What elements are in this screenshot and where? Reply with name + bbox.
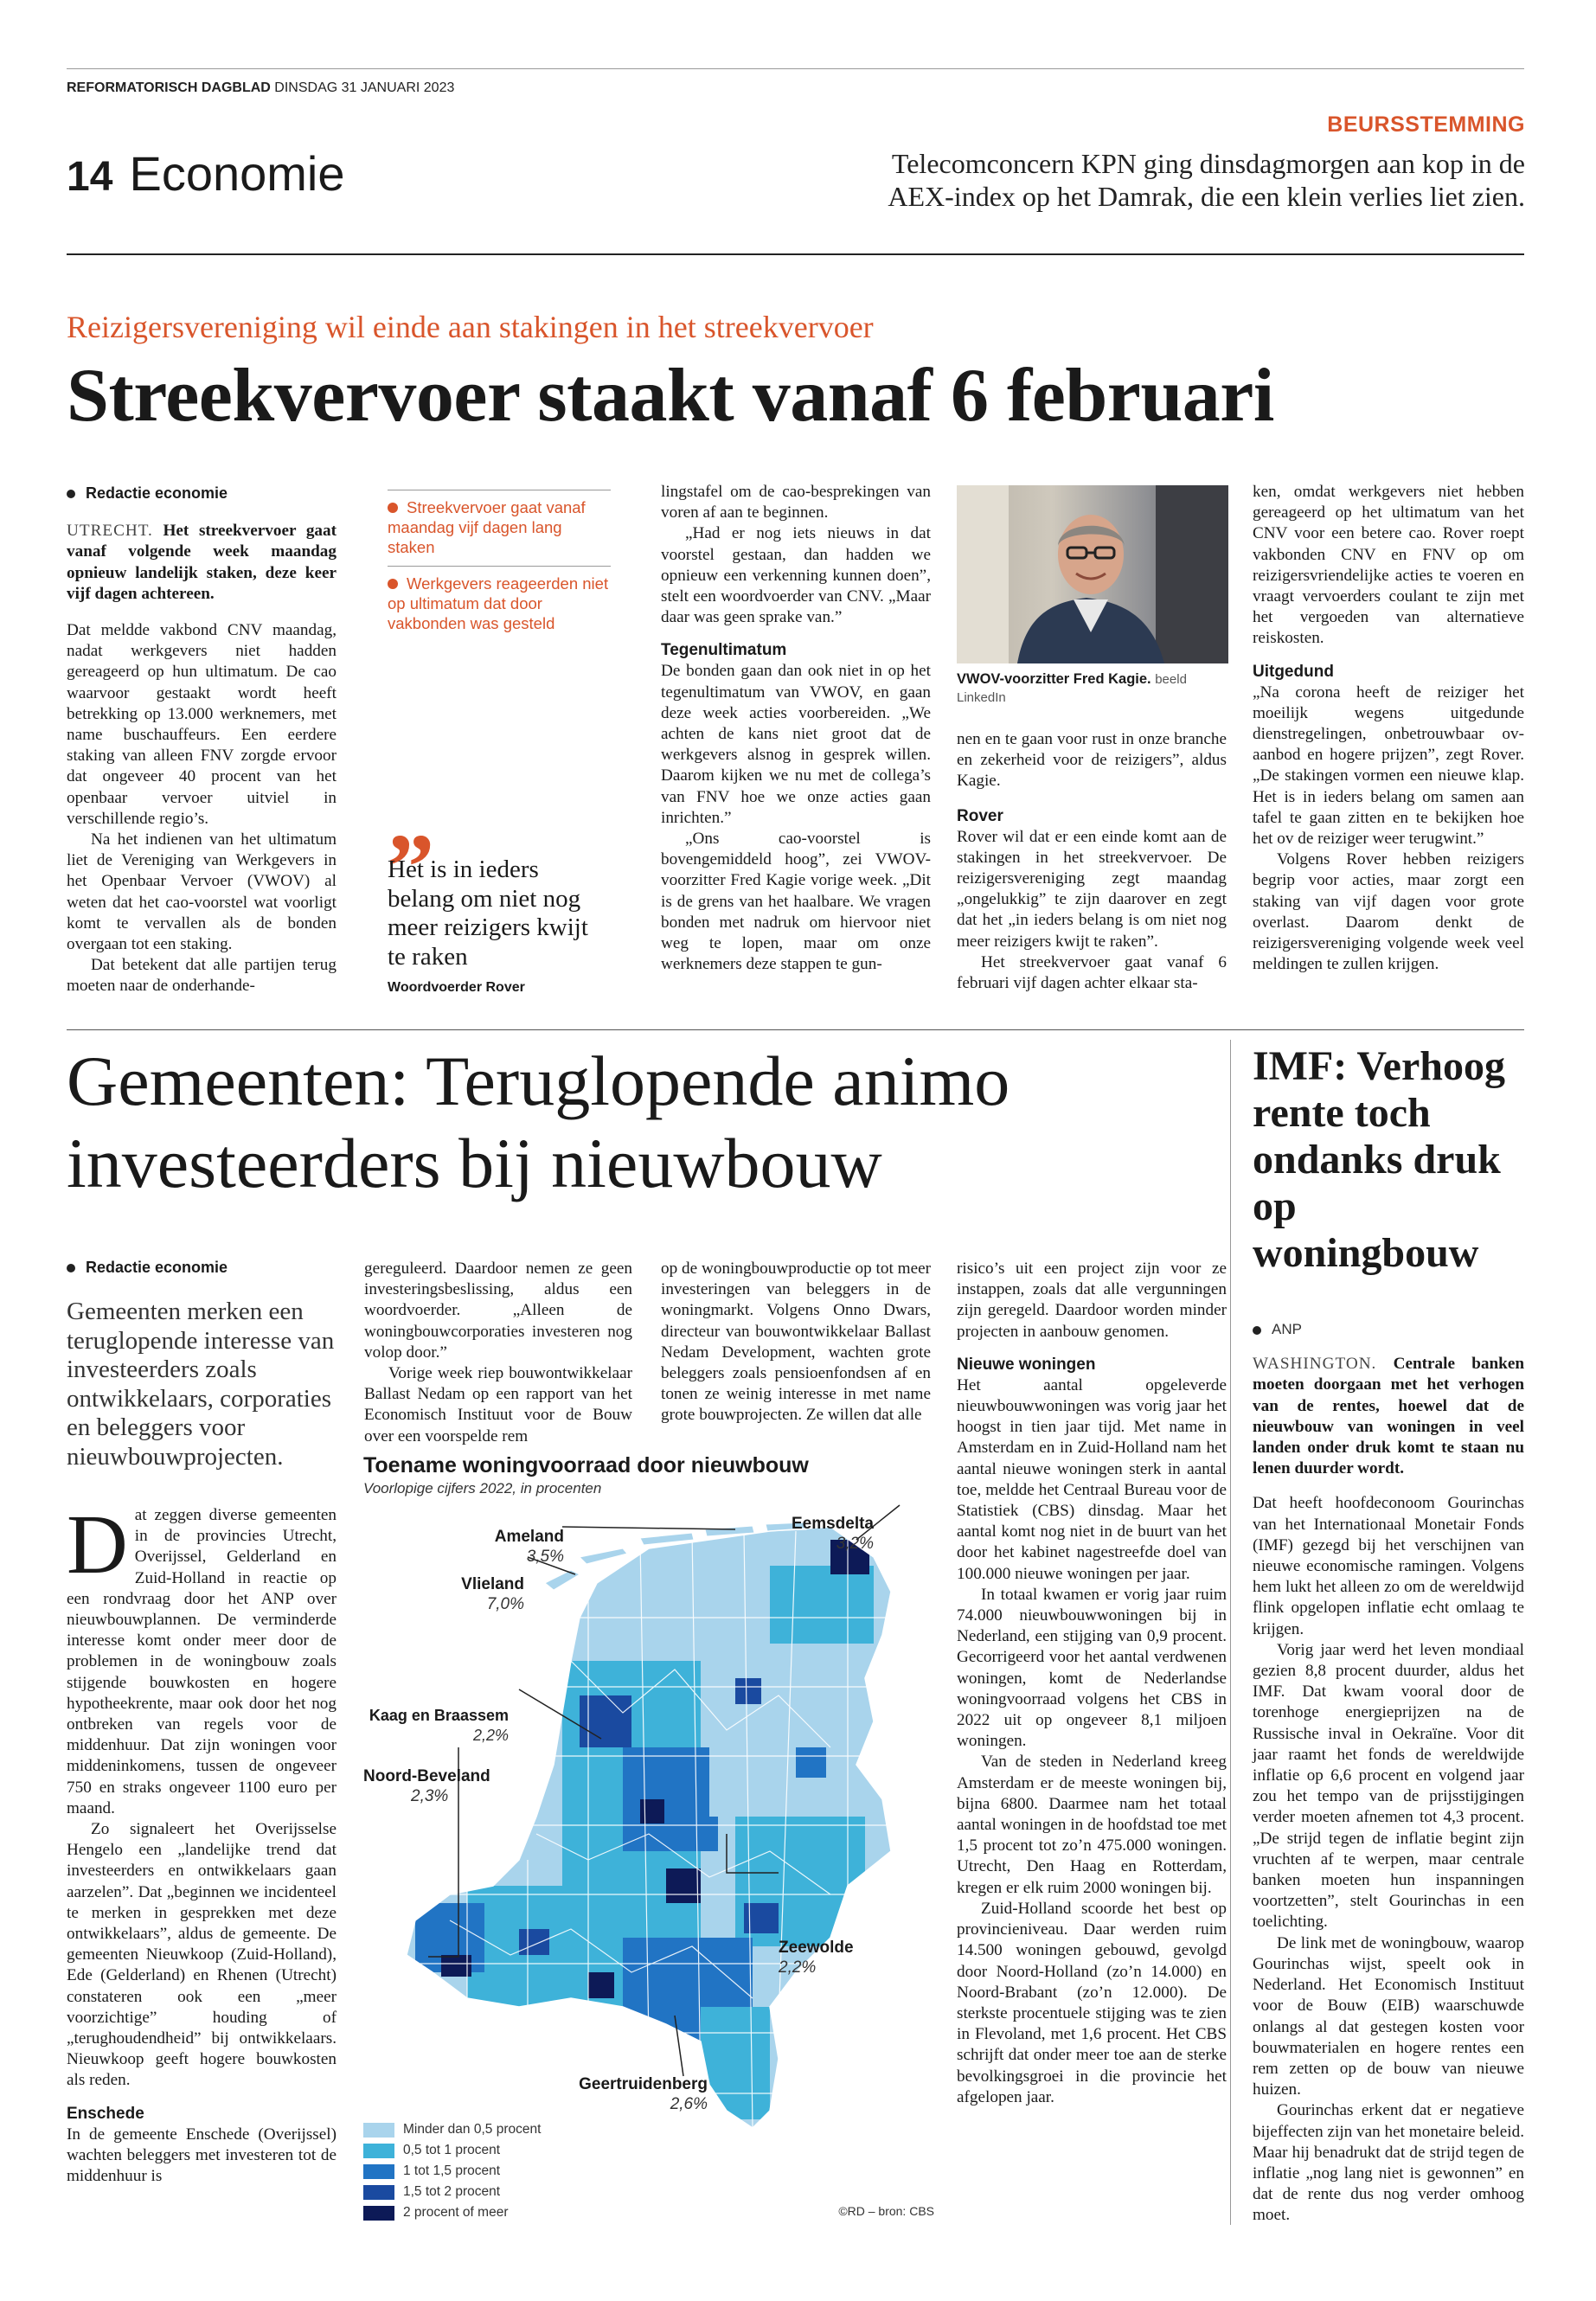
map-source: ©RD – bron: CBS: [838, 2204, 934, 2218]
article1-paragraph: „Had er nog iets nieuws in dat voorstel gestaan, dan hadden we opnieuw een verkenning kunnen doen”, stelt een woordvoerder van CNV. „Maar daar was geen sprake van.”: [661, 524, 931, 627]
quote-mark: „: [388, 765, 435, 870]
beurs-label: BEURSSTEMMING: [1327, 112, 1525, 137]
article1-paragraph: Na het indienen van het ultimatum liet de Vereniging van Werkgevers in het Openbaar Vervoer (VWOV) al weten dat het cao-voorstel wat voorligt komt te vervallen als de bonden overgaan tot een staking.: [67, 830, 337, 954]
article2-headline: [67, 1040, 1010, 1204]
article3-headline: IMF: Verhoog rente toch ondanks druk op woningbouw: [1253, 1043, 1505, 1276]
article1-paragraph: lingstafel om de cao-besprekingen van voren af aan te beginnen.: [661, 483, 931, 522]
article2-paragraph: at zeggen diverse gemeenten in de provincies Utrecht, Overijssel, Gelderland en Zuid-Holland in reactie op een rondvraag door het ANP over nieuwbouwplannen. De verminderde interesse komt onder meer door de problemen in de woningbouw zoals stijgende bouwkosten en hogere hypotheekrente, maar ook door het nog ontbreken van regels voor de middenhuur. Dat zijn woningen voor middeninkomens, tussen de ongeveer 750 en straks ongeveer 1100 euro per maand.: [67, 1506, 337, 1817]
article1-col4: [957, 729, 1227, 994]
article1-pullquote: [388, 765, 611, 996]
map-label: Geertruidenberg 2,6%: [579, 2075, 708, 2113]
article1-subhead: Tegenultimatum: [661, 641, 787, 660]
photo-credit: beeld LinkedIn: [957, 672, 1187, 705]
photo-caption: [957, 670, 1234, 707]
article1-lead: Het streekvervoer gaat vanaf volgende week maandag opnieuw landelijk staken, deze keer vijf dagen achtereen.: [67, 522, 337, 603]
article1-headline: Streekvervoer staakt vanaf 6 februari: [67, 354, 1274, 438]
article3-dateline: WASHINGTON.: [1253, 1355, 1377, 1374]
legend-item: 2 procent of meer: [363, 2202, 541, 2223]
map-subtitle: Voorlopige cijfers 2022, in procenten: [363, 1480, 602, 1497]
article2-col4: [957, 1259, 1227, 2108]
beurs-text-line-2: AEX-index op het Damrak, die een klein verlies liet zien.: [888, 181, 1525, 212]
map-label: Zeewolde 2,2%: [779, 1939, 854, 1977]
article1-subhead: Rover: [957, 806, 1003, 825]
article2-col2: [364, 1259, 632, 1447]
article1-paragraph: nen en te gaan voor rust in onze branche en zekerheid voor de reizigers”, aldus Kagie.: [957, 730, 1227, 791]
article1-paragraph: „Ons cao-voorstel is bovengemiddeld hoog”, zei VWOV-voorzitter Fred Kagie vorige week. „Dit is de grens van het haalbare. We vragen bonden met nadruk om hiervoor niet weg te lopen, maar om onze werknemers deze stappen te gun-: [661, 830, 931, 974]
map-label: Vlieland 7,0%: [461, 1575, 524, 1613]
article2-paragraph: In totaal kwamen er vorig jaar ruim 74.000 nieuwbouwwoningen bij in Nederland, een stijging van 0,9 procent. Gecorrigeerd voor het aantal verdwenen woningen, komt de Nederlandse woningvoorraad volgens het CBS in 2022 uit op ongeveer 8,1 miljoen woningen.: [957, 1585, 1227, 1751]
article2-subhead: Nieuwe woningen: [957, 1355, 1096, 1374]
legend-item: 1 tot 1,5 procent: [363, 2161, 541, 2182]
map-label: Noord-Beveland 2,3%: [363, 1767, 490, 1805]
article2-paragraph: risico’s uit een project zijn voor ze instappen, zoals dat alle vergunningen zijn geregeld. Daardoor worden minder projecten in aanbouw genomen.: [957, 1259, 1227, 1341]
article3-paragraph: Gourinchas erkent dat er negatieve bijeffecten zijn van het monetaire beleid. Maar hij benadrukt dat de strijd tegen de inflatie „nog lang niet is gewonnen” en dat de rente dus nog verder omhoog moet.: [1253, 2101, 1524, 2225]
highlight-item: Streekvervoer gaat vanaf maandag vijf dagen lang staken: [388, 498, 586, 556]
quote-text: Het is in ieders belang om niet nog meer reizigers kwijt te raken: [388, 856, 588, 971]
article2-col3: [661, 1259, 931, 1426]
article2-paragraph: Vorige week riep bouwontwikkelaar Ballast Nedam op een rapport van het Economisch Instituut voor de Bouw over een voorspelde rem: [364, 1364, 632, 1445]
section-title: Economie: [129, 146, 345, 201]
portrait-illustration: [957, 485, 1228, 663]
article1-paragraph: Het streekvervoer gaat vanaf 6 februari vijf dagen achter elkaar sta-: [957, 952, 1227, 993]
article1-highlights: [388, 490, 611, 642]
article2-paragraph: In de gemeente Enschede (Overijssel) wachten beleggers met investeren tot de middenhuur is: [67, 2125, 337, 2186]
article1-dateline: UTRECHT.: [67, 522, 153, 541]
article2-intro: Gemeenten merken een teruglopende interesse van investeerders zoals ontwikkelaars, corporaties en beleggers voor nieuwbouwprojecten.: [67, 1298, 335, 1471]
article1-subhead: Uitgedund: [1253, 662, 1334, 681]
headline-line-1: Gemeenten: Teruglopende animo: [67, 1042, 1010, 1120]
article3-paragraph: Vorig jaar werd het leven mondiaal gezien 8,8 procent duurder, aldus het IMF. Dat kwam vooral door de torenhoge energieprijzen na de Russische inval in Oekraïne. Voor dit jaar raamt het fonds de wereldwijde inflatie op 6,6 procent en volgend jaar zou het tempo van de prijsstijgingen verder moeten afnemen tot 4,3 procent. „De strijd tegen de inflatie begint zijn vruchten af te werpen, maar centrale banken moeten hun inspanningen voortzetten”, stelt Gourinchas in een toelichting.: [1253, 1640, 1524, 1932]
article2-col1-body: [67, 1498, 337, 2187]
article2-paragraph: Zo signaleert het Overijsselse Hengelo een „landelijke trend dat investeerders en ontwikkelaars gaan aarzelen”. Dat „beginnen we incidenteel te merken in gesprekken met deze ontwikkelaars”, aldus de gemeente. De gemeenten Nieuwkoop (Zuid-Holland), Ede (Gelderland) en Rhenen (Utrecht) constateren ook een „meer voorzichtige” houding of „terughoudendheid” bij ontwikkelaars. Nieuwkoop geeft hogere bouwkosten als reden.: [67, 1820, 337, 2090]
article1-paragraph: Volgens Rover hebben reizigers begrip voor acties, maar zorgt een staking van vijf dagen voor grote overlast. Daarom denkt de reizigersvereniging volgende week veel meldingen te zullen krijgen.: [1253, 850, 1524, 974]
legend-item: 1,5 tot 2 procent: [363, 2182, 541, 2202]
article2-byline: Redactie economie: [67, 1259, 337, 1277]
article2-subhead: Enschede: [67, 2104, 144, 2123]
article1-byline: Redactie economie: [67, 483, 337, 503]
article3-paragraph: Dat heeft hoofdeconoom Gourinchas van het Internationaal Monetair Fonds (IMF) gezegd bij het verschijnen van nieuwe economische ramingen. Volgens hem lukt het alleen zo om de wereldwijd flink opgelopen inflatie echt omlaag te krijgen.: [1253, 1494, 1524, 1638]
article3-lead: Centrale banken moeten doorgaan met het verhogen van de rentes, hoewel dat de nieuwbouw van woningen in veel landen onder druk komt te staan nu lenen duurder wordt.: [1253, 1355, 1525, 1478]
article2-paragraph: Van de steden in Nederland kreeg Amsterdam er de meeste woningen bij, bijna 6800. Daarmee nam het totaal aantal woningen in de hoofdstad toe met 1,5 procent tot zo’n 475.000 woningen. Utrecht, Den Haag en Rotterdam, kregen er elk ruim 2000 woningen bij.: [957, 1753, 1227, 1897]
map-label: Ameland 3,5%: [494, 1528, 564, 1566]
article1-paragraph: Rover wil dat er een einde komt aan de stakingen in het streekvervoer. De reizigersvereniging zegt maandag „ongelukkig” te zijn daarover en zegt dat het „in ieders belang is om niet nog meer reizigers kwijt te raken”.: [957, 827, 1227, 951]
article2-paragraph: Het aantal opgeleverde nieuwbouwwoningen was vorig jaar het hoogst in tien jaar tijd. Met name in Amsterdam en in Zuid-Holland nam het aantal nieuwe woningen sterk in aantal toe, meldde het Centraal Bureau voor de Statistiek (CBS) dinsdag. Maar het aantal komt nog niet in de buurt van het door het kabinet nagestreefde doel van 100.000 nieuwe woningen per jaar.: [957, 1375, 1227, 1583]
article1-kicker: Reizigersvereniging wil einde aan stakingen in het streekvervoer: [67, 310, 874, 344]
article1-col1: [67, 483, 337, 997]
highlight-item: Werkgevers reageerden niet op ultimatum dat door vakbonden was gesteld: [388, 574, 609, 632]
beurs-text: [888, 147, 1525, 213]
map-title: Toename woningvoorraad door nieuwbouw: [363, 1453, 809, 1477]
map-label: Eemsdelta 3,2%: [791, 1515, 874, 1553]
paper-name: REFORMATORISCH DAGBLAD: [67, 80, 271, 95]
article1-paragraph: Dat meldde vakbond CNV maandag, nadat werkgevers niet hadden gereageerd op hun ultimatum. De cao waarvoor gestaakt wordt heeft betrekking op 13.000 werknemers, met name buschauffeurs. Een eerdere staking van alleen FNV zorgde ervoor dat ongeveer 40 procent van het openbaar vervoer uitviel in verschillende regio’s.: [67, 621, 337, 828]
map-graphic: [363, 1453, 934, 2240]
masthead-line: [67, 80, 454, 96]
article2-paragraph: Zuid-Holland scoorde het best op provincieniveau. Daar werden ruim 14.500 woningen gebouwd, gevolgd door Noord-Holland (zo’n 14.000) en Noord-Brabant (zo’n 12.000). De sterkste procentuele stijging was te zien in Flevoland, met 1,6 procent. Het CBS schrijft dat onder meer toe aan de sterke bevolkingsgroei in die provincie het afgelopen jaar.: [957, 1899, 1227, 2106]
caption-text: VWOV-voorzitter Fred Kagie.: [957, 671, 1151, 687]
article1-paragraph: „Na corona heeft de reiziger het moeilijk wegens uitgedunde dienstregelingen, onbetrouwbaar ov-aanbod en hogere prijzen”, zegt Rover. „De stakingen vormen een nieuwe klap. Het is in ieders belang om samen aan tafel te gaan zitten en te bekijken hoe het ov de reiziger weer terugwint.”: [1253, 683, 1524, 849]
article2-col1: [67, 1259, 337, 1471]
beurs-text-line-1: Telecomconcern KPN ging dinsdagmorgen aan kop in de: [891, 148, 1525, 179]
article3-paragraph: De link met de woningbouw, waarop Gourinchas wijst, speelt ook in Nederland. Het Economisch Instituut voor de Bouw (EIB) waarschuwde onlangs al dat gestegen kosten voor bouwmaterialen en hogere rentes een rem zetten op de bouw van nieuwe huizen.: [1253, 1933, 1524, 2099]
issue-date: DINSDAG 31 JANUARI 2023: [274, 80, 455, 95]
article2-paragraph: op de woningbouwproductie op tot meer investeringen van beleggers in de woningmarkt. Volgens Onno Dwars, directeur van bouwontwikkelaar Ballast Nedam Development, wachten grote beleggers zoals pensioenfondsen af en tonen ze weinig interesse in met name grote bouwprojecten. Ze willen dat alle: [661, 1259, 931, 1425]
section-header: [67, 145, 345, 202]
article1-paragraph: Dat betekent dat alle partijen terug moeten naar de onderhande-: [67, 956, 337, 996]
quote-source: Woordvoerder Rover: [388, 980, 525, 995]
article1-paragraph: De bonden gaan dan ook niet in op het tegenultimatum van VWOV, en gaan deze week acties voorbereiden. „We achten de kans niet groot dat de werkgevers alsnog in gesprek willen. Daarom kijken we nu met de collega’s van FNV hoe we onze acties gaan inrichten.”: [661, 662, 931, 827]
map-legend: [363, 2119, 541, 2223]
map-label: Kaag en Braassem 2,2%: [369, 1707, 509, 1744]
page-number: 14: [67, 154, 113, 200]
legend-item: Minder dan 0,5 procent: [363, 2119, 541, 2140]
headline-line-2: investeerders bij nieuwbouw: [67, 1124, 882, 1202]
article1-paragraph: ken, omdat werkgevers niet hebben gereageerd op het ultimatum van het CNV voor een betere cao. Rover roept vakbonden CNV en FNV op om reizigersvriendelijke acties te voeren en vraagt vervoerders coulant te zijn met het vergoeden van alternatieve reiskosten.: [1253, 483, 1524, 648]
portrait-photo: [957, 485, 1228, 663]
article1-col5: [1253, 482, 1524, 975]
article2-paragraph: gereguleerd. Daardoor nemen ze geen investeringsbeslissing, aldus een woordvoerder. „Alleen de woningbouwcorporaties investeren nog volop door.”: [364, 1259, 632, 1362]
legend-item: 0,5 tot 1 procent: [363, 2140, 541, 2161]
article3-body: [1253, 1319, 1524, 2227]
dropcap: D: [67, 1498, 128, 1592]
article3-byline: ANP: [1253, 1319, 1524, 1340]
article1-col3: [661, 482, 931, 975]
